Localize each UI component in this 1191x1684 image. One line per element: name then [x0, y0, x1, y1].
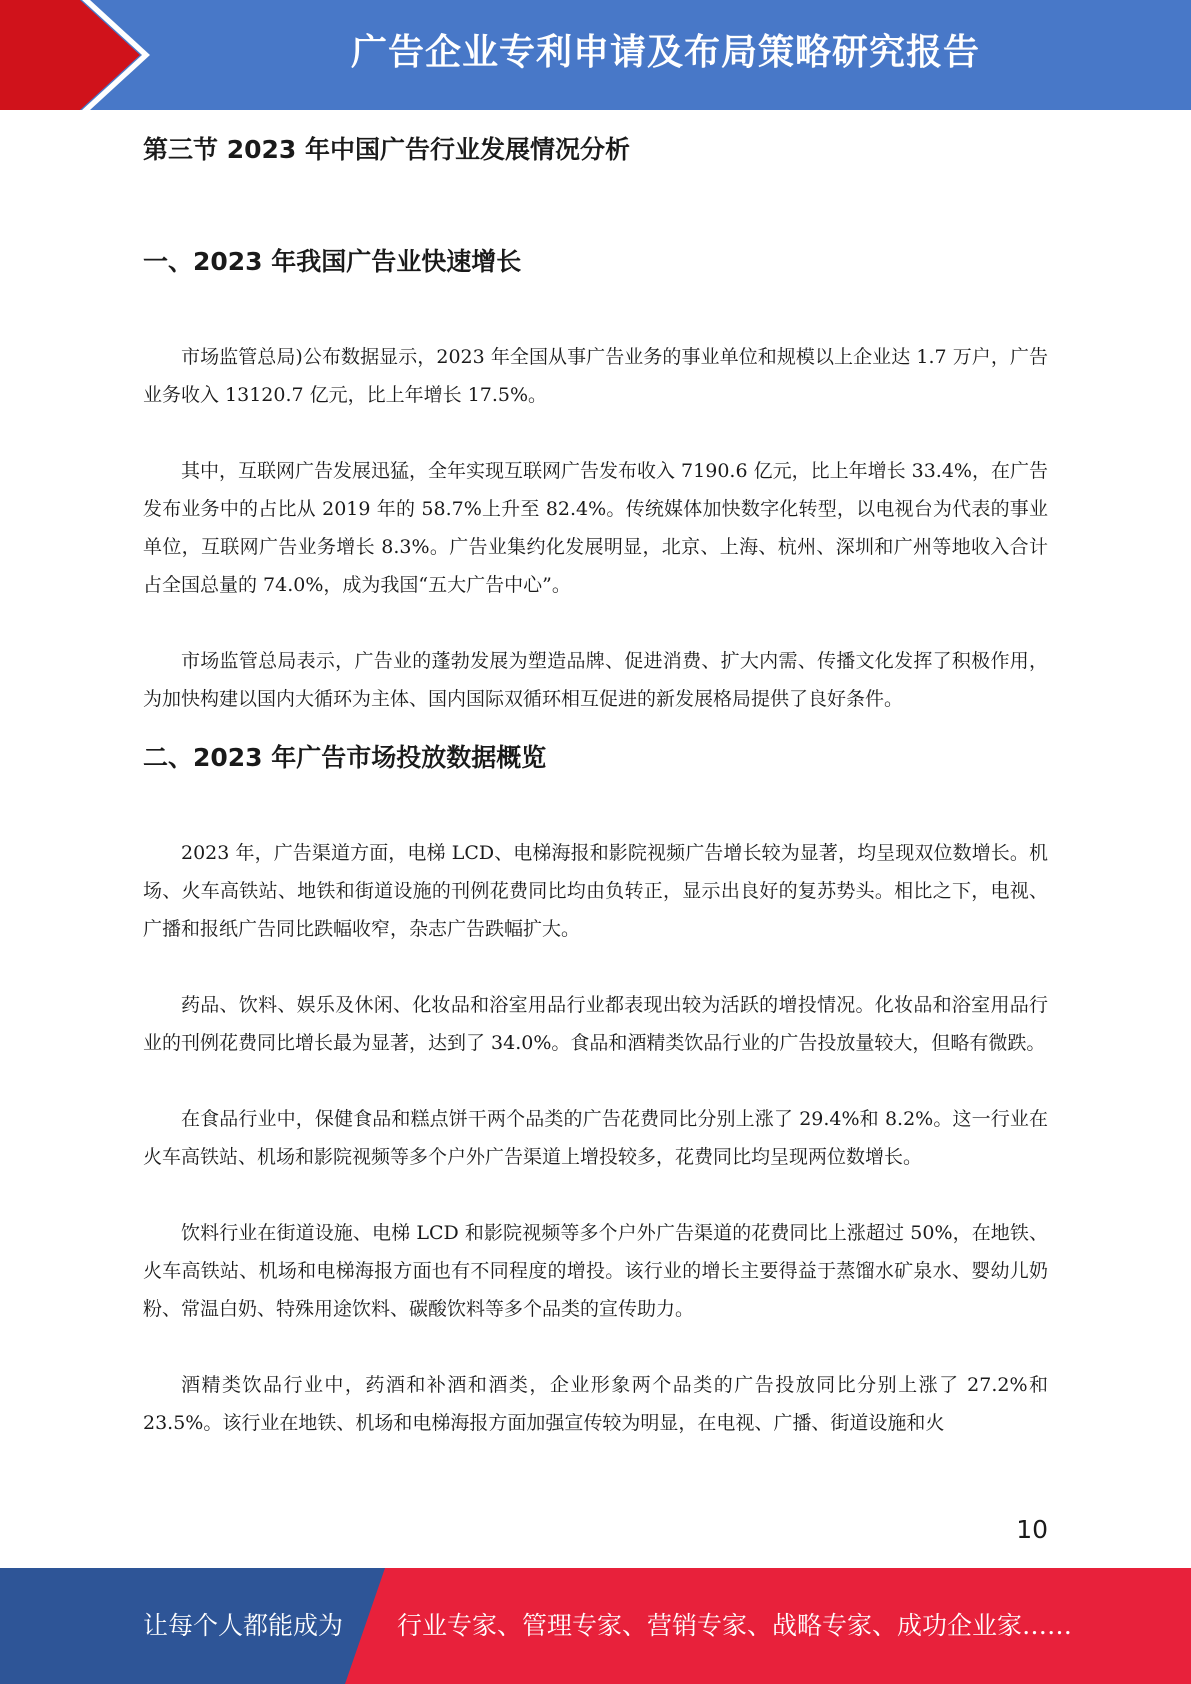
footer-slogan-right: 行业专家、管理专家、营销专家、战略专家、成功企业家…… — [397, 1611, 1073, 1640]
footer-slogan-left: 让每个人都能成为 — [143, 1611, 344, 1640]
page-header — [0, 0, 1191, 110]
paragraph: 药品、饮料、娱乐及休闲、化妆品和浴室用品行业都表现出较为活跃的增投情况。化妆品和浴室用品行业的刊例花费同比增长最为显著，达到了 34.0%。食品和酒精类饮品行业的广告投放量较大，但略有微跌。 — [143, 994, 1048, 1054]
section-title: 第三节 2023 年中国广告行业发展情况分析 — [143, 135, 630, 164]
paragraph: 在食品行业中，保健食品和糕点饼干两个品类的广告花费同比分别上涨了 29.4%和 8.2%。这一行业在火车高铁站、机场和影院视频等多个户外广告渠道上增投较多，花费同比均呈现两位数增长。 — [143, 1108, 1048, 1168]
section-heading-2: 二、2023 年广告市场投放数据概览 — [143, 743, 547, 772]
page-footer — [0, 1568, 1191, 1684]
paragraph: 饮料行业在街道设施、电梯 LCD 和影院视频等多个户外广告渠道的花费同比上涨超过 50%，在地铁、火车高铁站、机场和电梯海报方面也有不同程度的增投。该行业的增长主要得益于蒸馏水矿泉水、婴幼儿奶粉、常温白奶、特殊用途饮料、碳酸饮料等多个品类的宣传助力。 — [143, 1222, 1048, 1320]
paragraph: 酒精类饮品行业中，药酒和补酒和酒类，企业形象两个品类的广告投放同比分别上涨了 27.2%和 23.5%。该行业在地铁、机场和电梯海报方面加强宣传较为明显，在电视、广播、街道设施和火 — [143, 1374, 1048, 1434]
report-title: 广告企业专利申请及布局策略研究报告 — [350, 32, 980, 73]
page-content — [143, 122, 1048, 1442]
paragraph: 2023 年，广告渠道方面，电梯 LCD、电梯海报和影院视频广告增长较为显著，均呈现双位数增长。机场、火车高铁站、地铁和街道设施的刊例花费同比均由负转正，显示出良好的复苏势头。相比之下，电视、广播和报纸广告同比跌幅收窄，杂志广告跌幅扩大。 — [143, 842, 1048, 940]
header-arrow-decoration — [0, 0, 160, 110]
section-heading-1: 一、2023 年我国广告业快速增长 — [143, 247, 522, 276]
page-number: 10 — [1016, 1515, 1048, 1544]
paragraph: 其中，互联网广告发展迅猛，全年实现互联网广告发布收入 7190.6 亿元，比上年增长 33.4%，在广告发布业务中的占比从 2019 年的 58.7%上升至 82.4%。传统媒体加快数字化转型，以电视台为代表的事业单位，互联网广告业务增长 8.3%。广告业集约化发展明显，北京、上海、杭州、深圳和广州等地收入合计占全国总量的 74.0%，成为我国“五大广告中心”。 — [143, 460, 1048, 596]
paragraph: 市场监管总局表示，广告业的蓬勃发展为塑造品牌、促进消费、扩大内需、传播文化发挥了积极作用，为加快构建以国内大循环为主体、国内国际双循环相互促进的新发展格局提供了良好条件。 — [143, 650, 1048, 710]
paragraph: 市场监管总局)公布数据显示，2023 年全国从事广告业务的事业单位和规模以上企业达 1.7 万户，广告业务收入 13120.7 亿元，比上年增长 17.5%。 — [143, 346, 1048, 406]
